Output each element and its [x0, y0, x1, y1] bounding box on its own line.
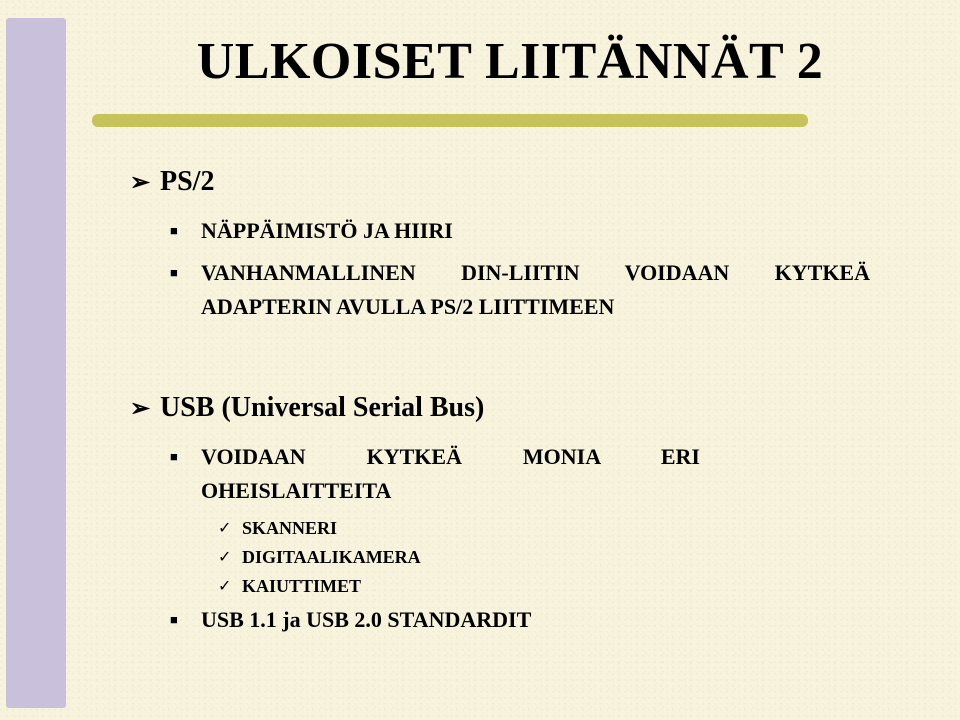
sub-list-item-text: SKANNERI [242, 518, 338, 538]
square-bullet-icon: ■ [170, 223, 178, 238]
list-item-text: USB 1.1 ja USB 2.0 STANDARDIT [201, 607, 532, 632]
sub-list-item-text: DIGITAALIKAMERA [242, 547, 421, 567]
checkmark-icon: ✓ [218, 576, 232, 595]
list-item [170, 603, 870, 637]
arrow-bullet-icon: ➢ [130, 396, 151, 422]
checkmark-icon: ✓ [218, 518, 232, 537]
section-heading-ps2 [130, 166, 214, 198]
list-item-text: VOIDAAN KYTKEÄ MONIA ERI OHEISLAITTEITA [201, 444, 700, 503]
list-item [170, 256, 870, 324]
section-heading-text: USB (Universal Serial Bus) [160, 392, 485, 423]
section-heading-usb [130, 392, 484, 424]
section-heading-text: PS/2 [160, 166, 215, 197]
arrow-bullet-icon: ➢ [130, 170, 151, 196]
sub-list-item [218, 572, 361, 600]
sub-list-item-text: KAIUTTIMET [242, 576, 362, 596]
slide-title: ULKOISET LIITÄNNÄT 2 [196, 33, 824, 90]
list-item [170, 440, 700, 508]
sub-list-item [218, 514, 337, 542]
square-bullet-icon: ■ [170, 612, 178, 627]
sub-list-item [218, 543, 421, 571]
list-item-text: NÄPPÄIMISTÖ JA HIIRI [201, 218, 453, 243]
square-bullet-icon: ■ [170, 265, 178, 280]
list-item [170, 214, 870, 248]
list-item-text: VANHANMALLINEN DIN-LIITIN VOIDAAN KYTKEÄ ADAPTERIN AVULLA PS/2 LIITTIMEEN [201, 260, 870, 319]
checkmark-icon: ✓ [218, 547, 232, 566]
square-bullet-icon: ■ [170, 449, 178, 464]
